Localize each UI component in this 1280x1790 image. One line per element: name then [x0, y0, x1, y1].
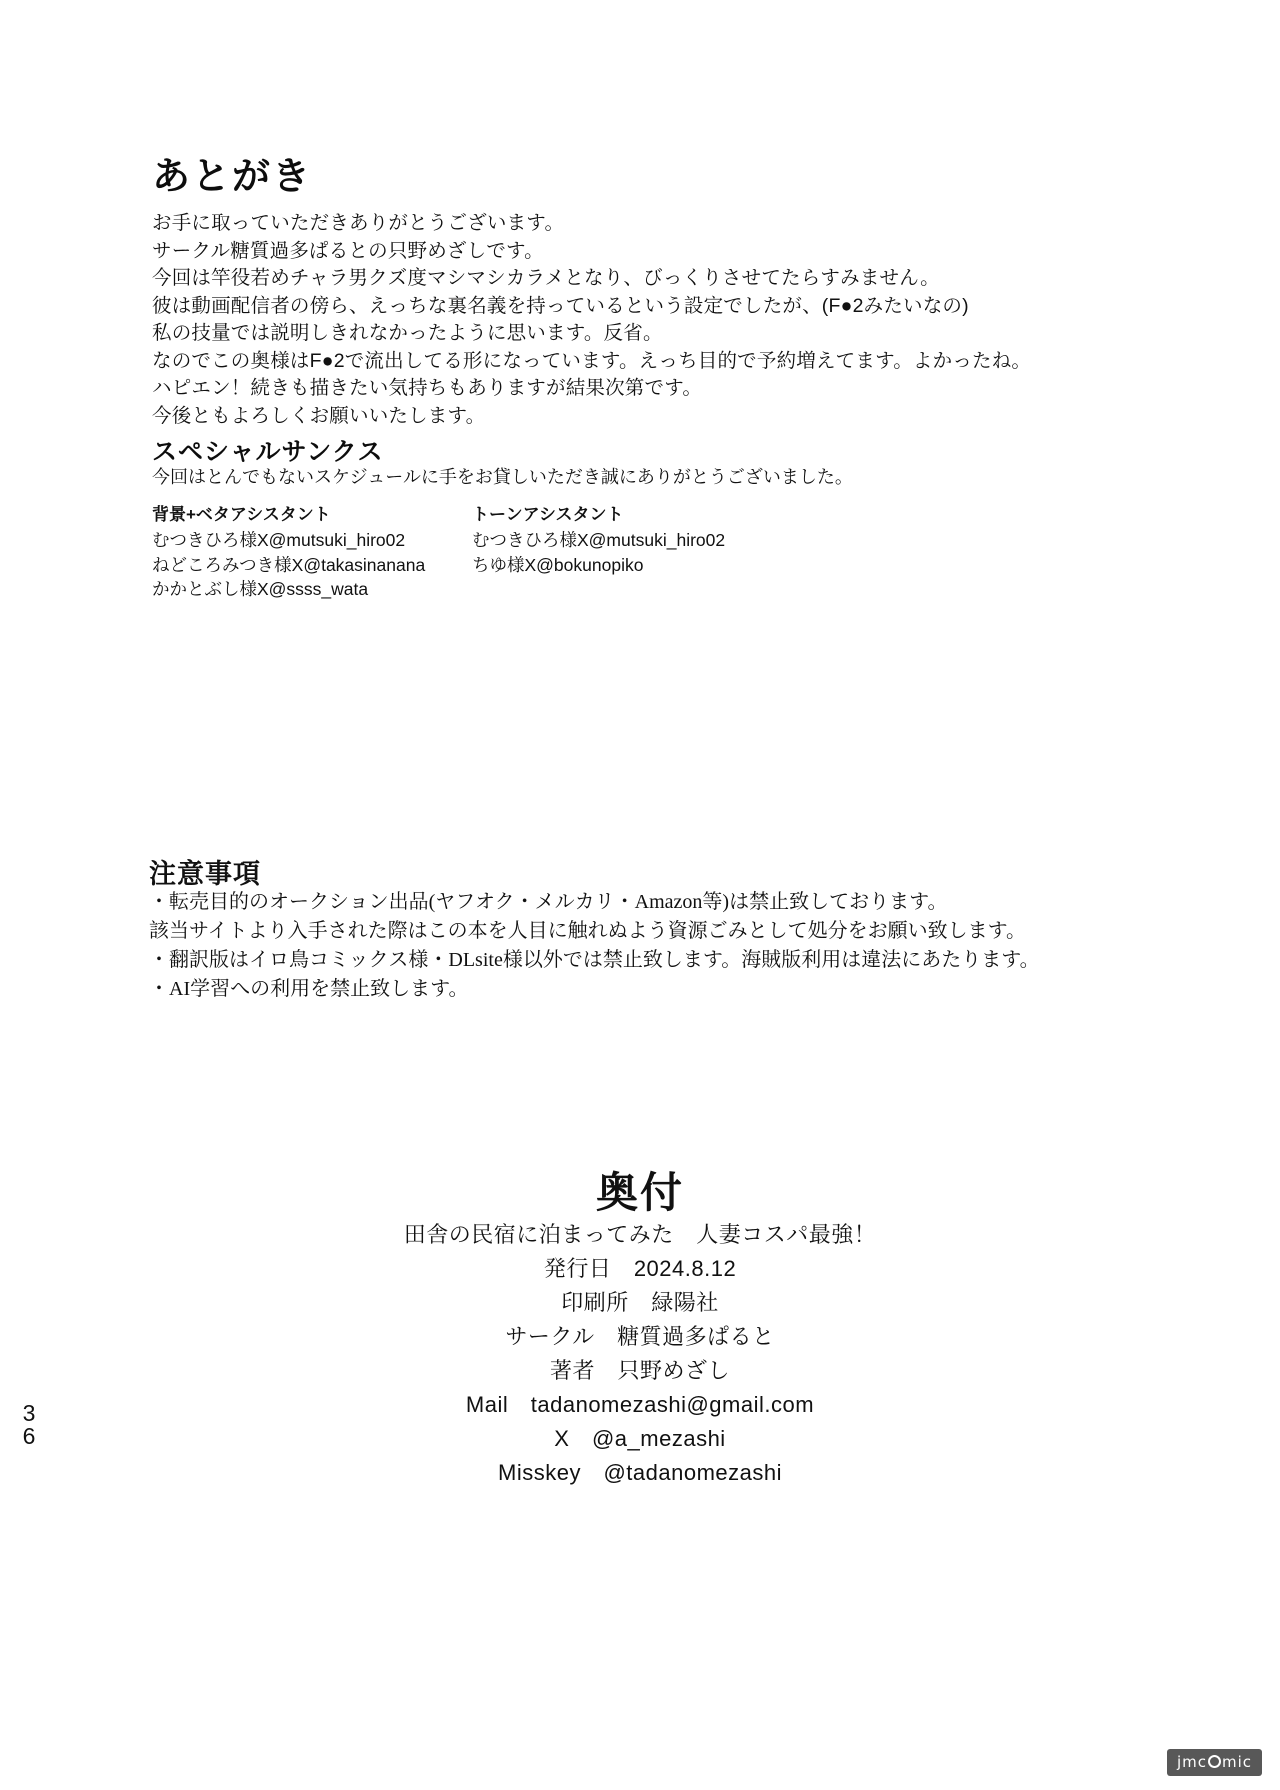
special-thanks-columns: [152, 503, 912, 602]
special-thanks-heading: スペシャルサンクス: [152, 438, 384, 466]
afterword-heading: あとがき: [152, 156, 313, 198]
page-number-digit-1: 3: [22, 1400, 36, 1426]
watermark-suffix: mic: [1221, 1753, 1252, 1771]
afterword-line: サークル糖質過多ぱるとの只野めざしです。: [152, 239, 544, 262]
afterword-line: 彼は動画配信者の傍ら、えっちな裏名義を持っているという設定でしたが、(F●2みたいなの): [152, 294, 969, 317]
notices-body: [149, 888, 1049, 1004]
afterword-line: 私の技量では説明しきれなかったように思います。反省。: [152, 322, 663, 344]
thanks-column-tone: [472, 503, 792, 602]
thanks-column-background-beta: [152, 503, 472, 602]
afterword-line: お手に取っていただきありがとうございます。: [152, 212, 565, 234]
colophon-circle: サークル 糖質過多ぱると: [505, 1324, 775, 1349]
thanks-credit: かかとぶし様X@ssss_wata: [152, 579, 369, 599]
watermark-badge: [1167, 1749, 1262, 1776]
notice-line: ・AI学習への利用を禁止致します。: [149, 978, 469, 1000]
colophon-publish-date: 発行日 2024.8.12: [543, 1256, 737, 1281]
colophon-mail: Mail tadanomezashi@gmail.com: [465, 1392, 815, 1417]
notices-heading: 注意事項: [149, 859, 261, 889]
colophon-subtitle: 田舎の民宿に泊まってみた 人妻コスパ最強！: [403, 1222, 877, 1247]
colophon-misskey-account: Misskey @tadanomezashi: [498, 1460, 782, 1485]
colophon-author: 著者 只野めざし: [549, 1358, 730, 1383]
thanks-credit: むつきひろ様X@mutsuki_hiro02: [152, 530, 406, 550]
afterword-line: 今後ともよろしくお願いいたします。: [152, 404, 486, 427]
page-number-digit-2: 6: [22, 1423, 36, 1449]
watermark-dot-icon: [1208, 1755, 1221, 1768]
special-thanks-lead: 今回はとんでもないスケジュールに手をお貸しいただき誠にありがとうございました。: [152, 467, 853, 487]
thanks-column-title: トーンアシスタント: [472, 505, 624, 524]
colophon-x-account: X @a_mezashi: [554, 1426, 726, 1451]
notice-line: 該当サイトより入手された際はこの本を人目に触れぬよう資源ごみとして処分をお願い致します。: [149, 920, 1026, 942]
colophon-heading: 奥付: [595, 1169, 684, 1216]
thanks-credit: ちゆ様X@bokunopiko: [472, 554, 644, 575]
afterword-line: なのでこの奥様はF●2で流出してる形になっています。えっち目的で予約増えてます。よかったね。: [152, 349, 1032, 372]
notice-line: ・翻訳版はイロ鳥コミックス様・DLsite様以外では禁止致します。海賊版利用は違法にあたります。: [149, 949, 1040, 971]
page-number: [18, 1402, 40, 1448]
colophon: [0, 1168, 1280, 1490]
thanks-credit: むつきひろ様X@mutsuki_hiro02: [472, 530, 726, 550]
afterword-line: ハピエン！続きも描きたい気持ちもありますが結果次第です。: [152, 377, 703, 399]
afterword-body: [152, 210, 1092, 430]
afterword-line: 今回は竿役若めチャラ男クズ度マシマシカラメとなり、びっくりさせてたらすみません。: [152, 267, 940, 289]
colophon-printer: 印刷所 緑陽社: [561, 1290, 719, 1315]
watermark-prefix: jmc: [1176, 1753, 1207, 1771]
thanks-column-title: 背景+ベタアシスタント: [152, 505, 331, 524]
thanks-credit: ねどころみつき様X@takasinanana: [152, 554, 426, 575]
notice-line: ・転売目的のオークション出品(ヤフオク・メルカリ・Amazon等)は禁止致しております。: [149, 891, 948, 913]
